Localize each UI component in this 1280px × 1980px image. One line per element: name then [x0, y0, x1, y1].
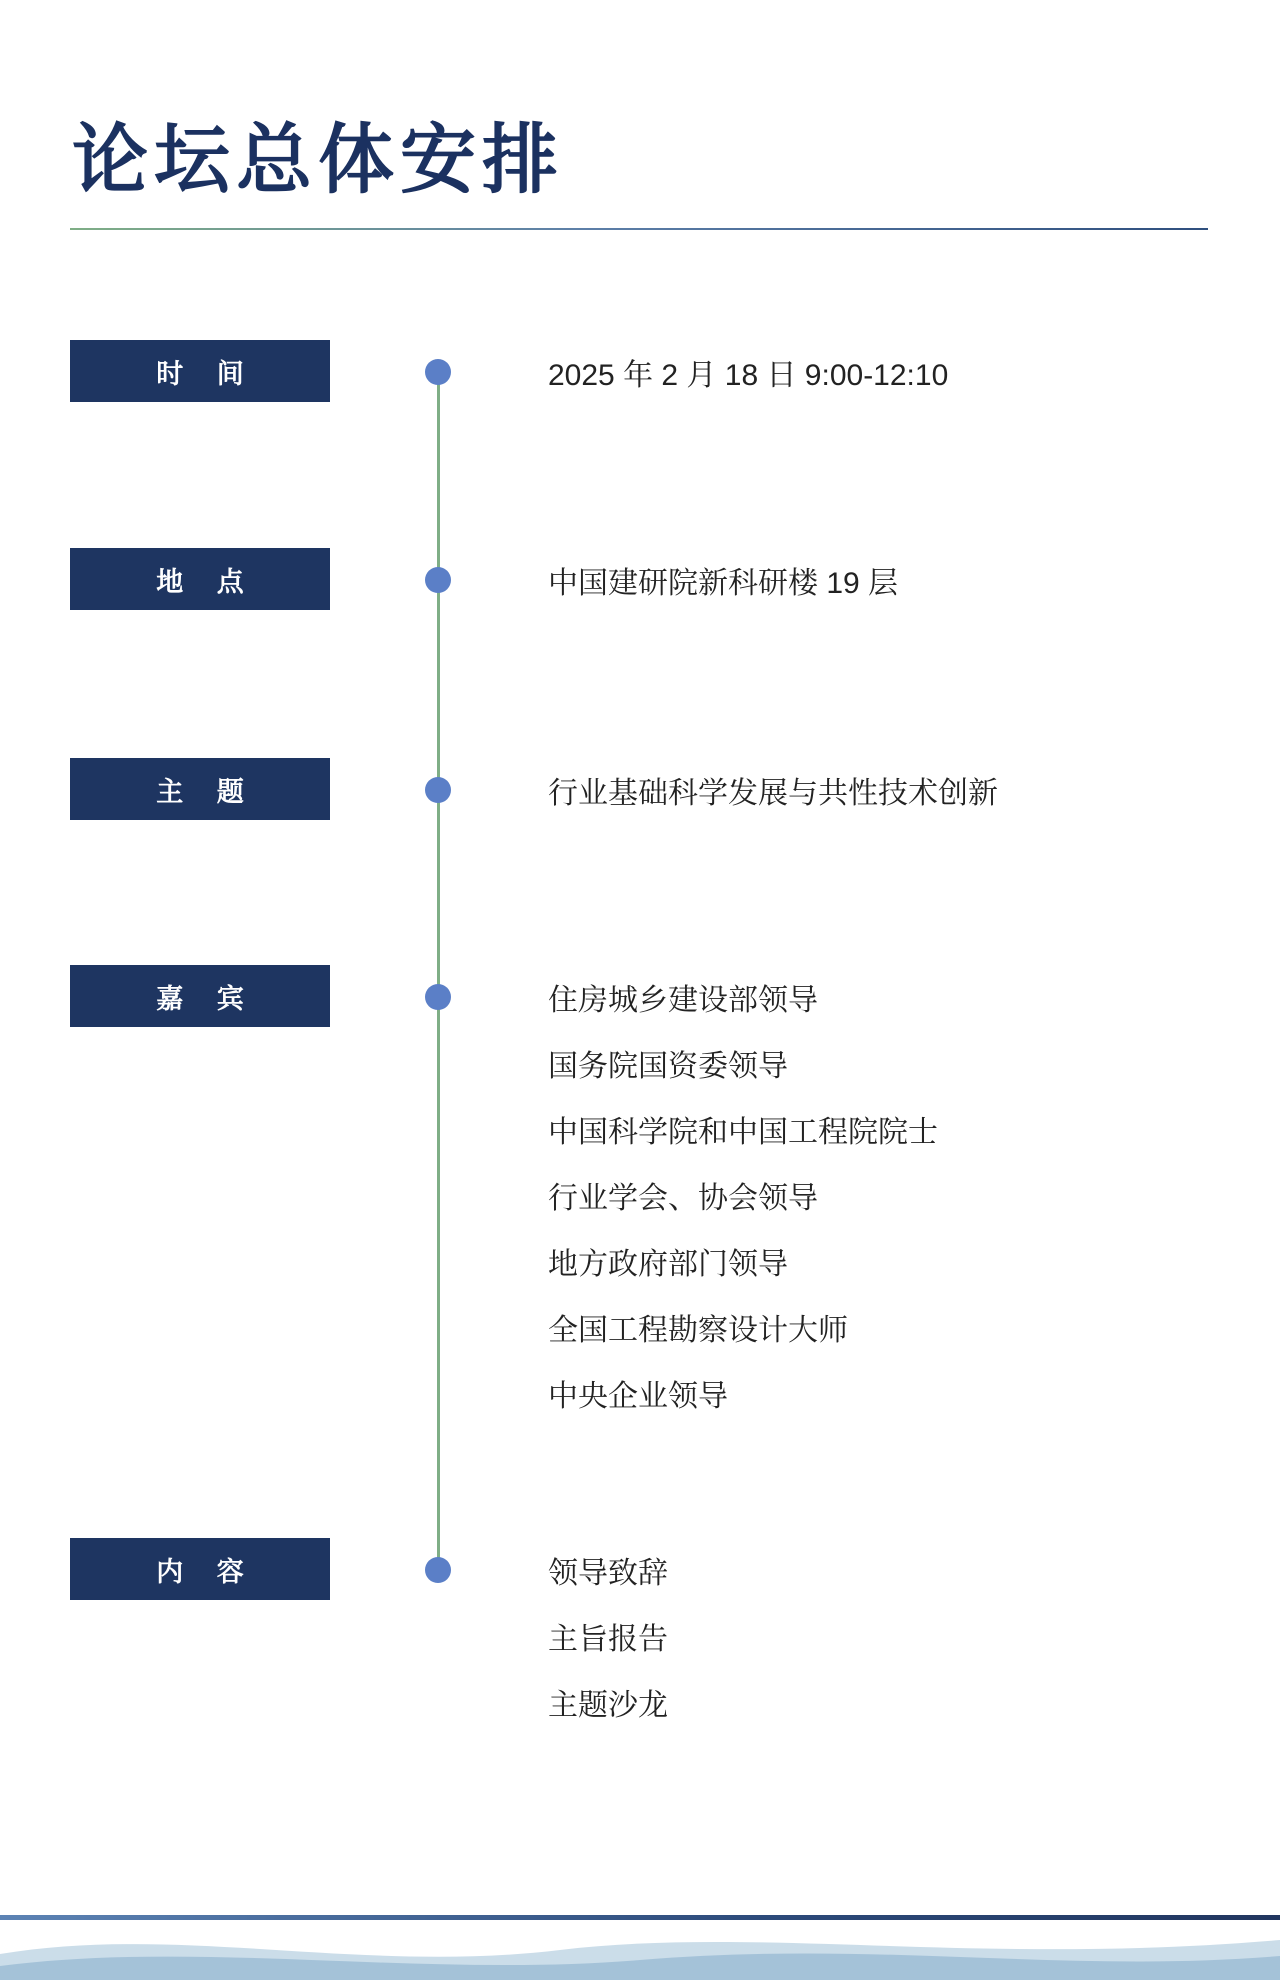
content-line: 领导致辞: [548, 1557, 668, 1590]
content-line: 行业基础科学发展与共性技术创新: [548, 777, 998, 810]
wave-icon: [0, 1920, 1280, 1980]
content-line: 住房城乡建设部领导: [548, 984, 818, 1017]
page-title: 论坛总体安排: [72, 114, 564, 204]
row-tag-theme: 主 题: [70, 758, 330, 820]
timeline-axis: [437, 372, 440, 1572]
row-content-time: [548, 343, 948, 409]
timeline-dot: [425, 359, 451, 385]
row-tag-agenda: 内 容: [70, 1538, 330, 1600]
content-line: 2025 年 2 月 18 日 9:00-12:10: [548, 359, 949, 392]
row-tag-guests: 嘉 宾: [70, 965, 330, 1027]
title-divider: [70, 228, 1208, 230]
content-line: 主题沙龙: [548, 1689, 668, 1722]
content-line: 中央企业领导: [548, 1380, 728, 1413]
row-content-agenda: [548, 1541, 668, 1739]
timeline-dot: [425, 777, 451, 803]
content-line: 国务院国资委领导: [548, 1050, 788, 1083]
content-line: 地方政府部门领导: [548, 1248, 788, 1281]
content-line: 行业学会、协会领导: [548, 1182, 818, 1215]
row-tag-time: 时 间: [70, 340, 330, 402]
content-line: 主旨报告: [548, 1623, 668, 1656]
row-tag-location: 地 点: [70, 548, 330, 610]
row-content-location: [548, 551, 898, 617]
footer-wave: [0, 1920, 1280, 1980]
timeline-dot: [425, 567, 451, 593]
content-line: 全国工程勘察设计大师: [548, 1314, 848, 1347]
content-line: 中国建研院新科研楼 19 层: [548, 567, 899, 600]
content-line: 中国科学院和中国工程院院士: [548, 1116, 938, 1149]
timeline-dot: [425, 1557, 451, 1583]
row-content-theme: [548, 761, 998, 827]
timeline-dot: [425, 984, 451, 1010]
row-content-guests: [548, 968, 938, 1430]
